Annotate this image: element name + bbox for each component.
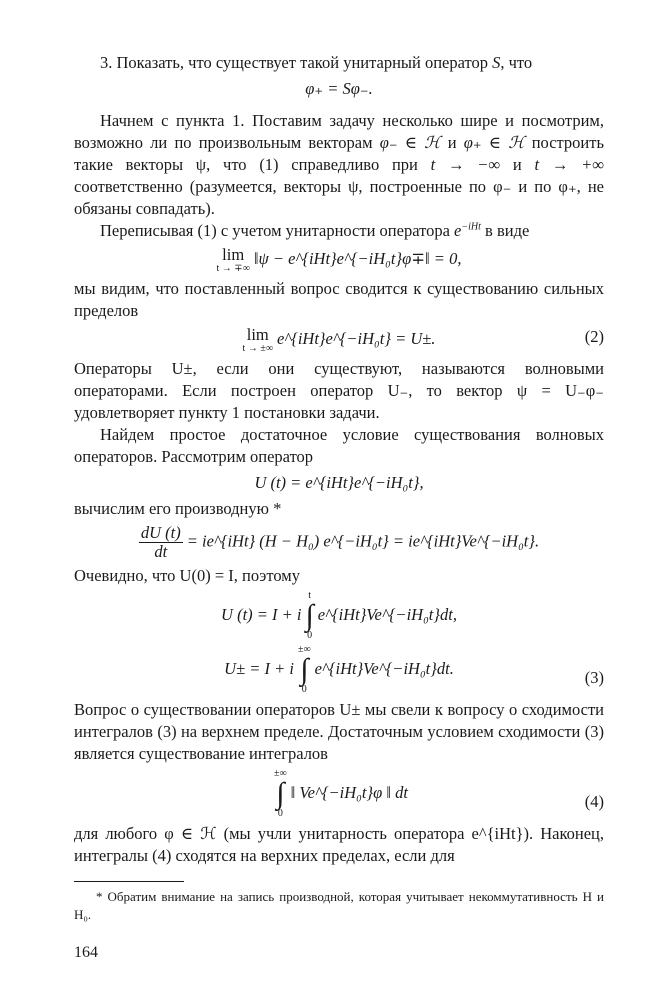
equation-4: ±∞ ∫ 0 ‖ Ve^{−iH₀t}φ ‖ dt (4) — [274, 768, 604, 819]
footnote: * Обратим внимание на запись производной, которая учитывает некоммутативность H и H₀. — [74, 889, 604, 922]
operator-symbol: S — [492, 53, 501, 72]
item-3-text: 3. Показать, что существует такой унитарный оператор — [100, 53, 493, 72]
page-body — [74, 52, 604, 964]
equation-3: U± = I + i ±∞ ∫ 0 e^{iHt}Ve^{−iH₀t}dt. (3) — [224, 644, 604, 695]
footnote-rule — [74, 881, 184, 882]
equation-u-t: U (t) = e^{iHt}e^{−iH₀t}, — [254, 473, 424, 492]
paragraph-6: вычислим его производную * — [74, 499, 282, 518]
equation-number-3: (3) — [584, 668, 604, 687]
equation-item-3: φ₊ = Sφ₋. — [305, 79, 373, 98]
equation-number-2: (2) — [584, 327, 604, 346]
equation-2: lim t → ±∞ e^{iHt}e^{−iH₀t} = U±. (2) — [242, 325, 604, 354]
item-3-statement — [74, 52, 604, 74]
paragraph-2: Переписывая (1) с учетом унитарности оператора $e^{-iHt}$ в виде — [100, 221, 530, 240]
item-3-text-end: , что — [500, 53, 533, 72]
equation-limit-1: lim t → ∓∞ ‖ψ − e^{iHt}e^{−iH₀t}φ∓‖ = 0, — [216, 245, 462, 274]
page-number: 164 — [74, 944, 98, 961]
paragraph-7: Очевидно, что U(0) = I, поэтому — [74, 566, 300, 585]
equation-derivative: $\frac{dU (t)}{dt}$ = ie^{iHt} (H − H₀) e^{−iH₀t} = ie^{iHt}Ve^{−iH₀t}. — [140, 523, 540, 561]
paragraph-3: мы видим, что поставленный вопрос сводится к существованию сильных пределов — [74, 279, 604, 320]
paragraph-4: Операторы U±, если они существуют, называются волновыми операторами. Если построен оператор U₋, то вектор ψ = U₋φ₋ удовлетворяет пункту 1 постановки задачи. — [74, 359, 604, 422]
paragraph-1: Начнем с пункта 1. Поставим задачу несколько шире и посмотрим, возможно ли по произвольным векторам φ₋ ∈ ℋ и φ₊ ∈ ℋ построить такие векторы ψ, что (1) справедливо при t → −∞ и t → +∞ соответственно (разумеется, векторы ψ, построенные по φ₋ и по φ₊, не обязаны совпадать). — [74, 111, 604, 218]
paragraph-8: Вопрос о существовании операторов U± мы свели к вопросу о сходимости интегралов (3) на верхнем пределе. Достаточным условием сходимости (3) является существование интегралов — [74, 700, 604, 763]
equation-integral-u-t: U (t) = I + i t ∫ 0 e^{iHt}Ve^{−iH₀t}dt, — [221, 590, 457, 641]
equation-number-4: (4) — [584, 792, 604, 811]
paragraph-9: для любого φ ∈ ℋ (мы учли унитарность оператора e^{iHt}). Наконец, интегралы (4) сходятся на верхних пределах, если для — [74, 824, 604, 865]
paragraph-5: Найдем простое достаточное условие существования волновых операторов. Рассмотрим оператор — [74, 425, 604, 466]
